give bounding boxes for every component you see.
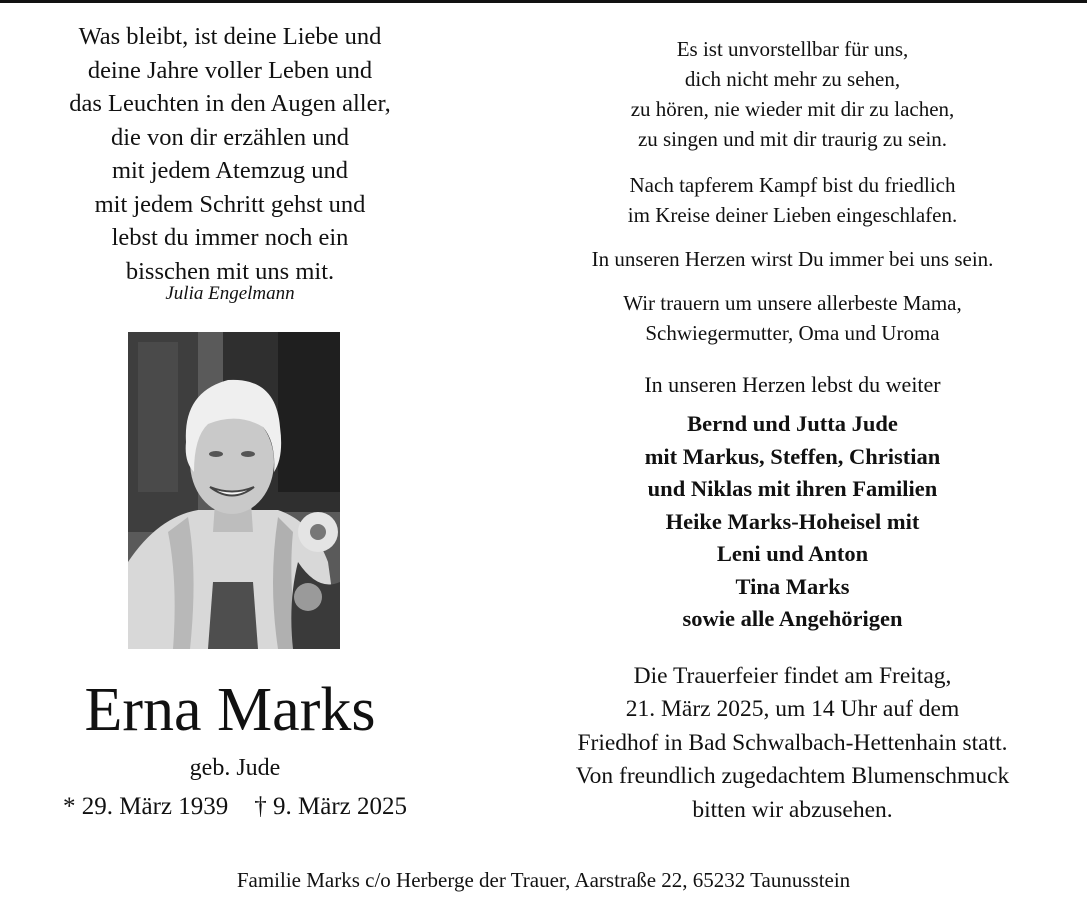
mourner-line: sowie alle Angehörigen [682, 606, 903, 631]
right-column [520, 34, 1065, 827]
mourner-line: und Niklas mit ihren Familien [647, 476, 938, 501]
peace-line: Nach tapferem Kampf bist du friedlich [629, 173, 956, 197]
intro-line: Es ist unvorstellbar für uns, [676, 37, 909, 61]
maiden-name: geb. Jude [189, 755, 281, 781]
mourner-line: Bernd und Jutta Jude [687, 411, 898, 436]
death-date: † 9. März 2025 [254, 793, 407, 820]
mourner-line: Tina Marks [735, 573, 850, 599]
lives-on-paragraph [520, 370, 1065, 400]
funeral-line: Die Trauerfeier findet am Freitag, [633, 662, 952, 689]
poem-line: mit jedem Schritt gehst und [94, 190, 366, 218]
funeral-line: Friedhof in Bad Schwalbach-Hettenhain statt. [577, 729, 1008, 756]
mourn-line: Schwiegermutter, Oma und Uroma [645, 321, 940, 345]
intro-line: zu singen und mit dir traurig zu sein. [637, 127, 948, 151]
deceased-name: Erna Marks [84, 676, 376, 744]
poem-line: das Leuchten in den Augen aller, [69, 90, 391, 117]
poem-line: Was bleibt, ist deine Liebe und [78, 23, 382, 50]
mourner-line: mit Markus, Steffen, Christian [644, 443, 941, 469]
lives-on-line: In unseren Herzen lebst du weiter [644, 372, 941, 397]
portrait-photo [128, 332, 340, 649]
poem-line: die von dir erzählen und [110, 123, 350, 151]
poem-line: mit jedem Atemzug und [111, 157, 349, 184]
footer-address: Familie Marks c/o Herberge der Trauer, Aarstraße 22, 65232 Taunusstein [236, 868, 851, 892]
intro-line: dich nicht mehr zu sehen, [684, 67, 901, 91]
mourn-line: Wir trauern um unsere allerbeste Mama, [623, 291, 962, 315]
mourn-paragraph [520, 288, 1065, 348]
mourners-list [520, 408, 1065, 636]
mourner-line: Heike Marks-Hoheisel mit [665, 508, 920, 534]
intro-line: zu hören, nie wieder mit dir zu lachen, [630, 97, 955, 121]
hearts-paragraph [520, 244, 1065, 274]
poem [20, 20, 440, 288]
birth-date: * 29. März 1939 [63, 793, 229, 820]
peace-paragraph [520, 170, 1065, 230]
top-border-rule [0, 0, 1087, 3]
poem-line: lebst du immer noch ein [111, 224, 349, 251]
poem-author: Julia Engelmann [165, 283, 295, 304]
funeral-line: bitten wir abzusehen. [692, 796, 893, 823]
mourner-line: Leni und Anton [716, 541, 869, 566]
intro-paragraph [520, 34, 1065, 154]
hearts-line: In unseren Herzen wirst Du immer bei uns sein. [591, 247, 994, 271]
funeral-notice [520, 660, 1065, 828]
peace-line: im Kreise deiner Lieben eingeschlafen. [627, 203, 958, 227]
poem-line: bisschen mit uns mit. [125, 257, 335, 285]
funeral-line: Von freundlich zugedachtem Blumenschmuck [575, 763, 1010, 789]
poem-line: deine Jahre voller Leben und [87, 56, 373, 84]
life-dates [20, 790, 450, 824]
funeral-line: 21. März 2025, um 14 Uhr auf dem [625, 696, 960, 722]
